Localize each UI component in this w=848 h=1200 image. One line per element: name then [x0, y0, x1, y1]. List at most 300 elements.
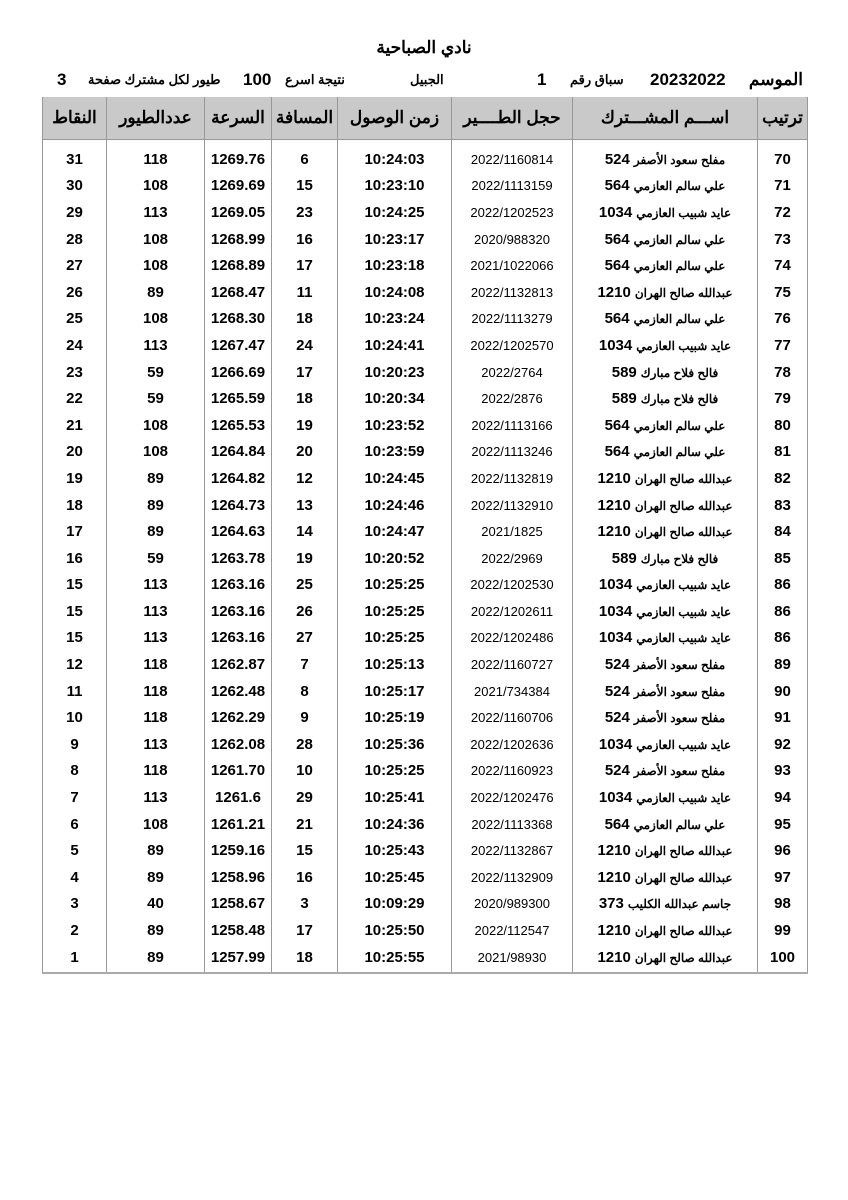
col-distance: المسافة [272, 97, 338, 140]
arrival-time-cell: 10:25:36 [338, 731, 452, 758]
bird-count-cell: 113 [107, 625, 205, 652]
rank-cell: 96 [758, 837, 808, 864]
participant-name: عايد شبيب العازمي [636, 604, 732, 619]
distance-cell: 7 [272, 651, 338, 678]
participant-cell [573, 572, 758, 599]
participant-id: 1034 [598, 203, 633, 221]
speed-cell: 1263.16 [205, 625, 272, 652]
arrival-time-cell: 10:23:59 [338, 439, 452, 466]
rank-cell: 86 [758, 598, 808, 625]
rank-cell: 94 [758, 784, 808, 811]
ring-cell: 2022/1113166 [452, 412, 573, 439]
speed-cell: 1262.48 [205, 678, 272, 705]
season-value: 20232022 [650, 70, 726, 89]
col-rank: ترتيب [758, 97, 808, 140]
participant-name: عايد شبيب العازمي [636, 631, 732, 646]
points-cell: 27 [43, 252, 107, 279]
speed-cell: 1264.82 [205, 465, 272, 492]
participant-cell [573, 279, 758, 306]
table-row [43, 518, 808, 545]
bird-count-cell: 108 [107, 811, 205, 838]
participant-cell [573, 518, 758, 545]
ring-cell: 2022/1132867 [452, 837, 573, 864]
participant-cell [573, 625, 758, 652]
points-cell: 5 [43, 837, 107, 864]
distance-cell: 29 [272, 784, 338, 811]
arrival-time-cell: 10:23:10 [338, 173, 452, 200]
arrival-time-cell: 10:24:47 [338, 518, 452, 545]
arrival-time-cell: 10:25:19 [338, 704, 452, 731]
table-row [43, 678, 808, 705]
table-row [43, 492, 808, 519]
distance-cell: 9 [272, 704, 338, 731]
participant-name: عايد شبيب العازمي [636, 737, 732, 752]
arrival-time-cell: 10:25:13 [338, 651, 452, 678]
distance-cell: 18 [272, 306, 338, 333]
arrival-time-cell: 10:25:43 [338, 837, 452, 864]
col-speed: السرعة [205, 97, 272, 140]
points-cell: 19 [43, 465, 107, 492]
bird-count-cell: 89 [107, 944, 205, 974]
rank-cell: 90 [758, 678, 808, 705]
ring-cell: 2020/989300 [452, 891, 573, 918]
participant-name: عبدالله صالح الهران [634, 498, 733, 513]
points-cell: 20 [43, 439, 107, 466]
bird-count-cell: 113 [107, 731, 205, 758]
participant-name: مفلح سعود الأصفر [633, 152, 726, 167]
rank-cell: 81 [758, 439, 808, 466]
participant-name: علي سالم العازمي [633, 312, 726, 327]
points-cell: 8 [43, 758, 107, 785]
ring-cell: 2022/1160706 [452, 704, 573, 731]
ring-cell: 2022/1160923 [452, 758, 573, 785]
ring-cell: 2022/1202486 [452, 625, 573, 652]
points-cell: 7 [43, 784, 107, 811]
participant-name: علي سالم العازمي [633, 418, 726, 433]
speed-cell: 1262.29 [205, 704, 272, 731]
participant-name: علي سالم العازمي [633, 445, 726, 460]
arrival-time-cell: 10:25:41 [338, 784, 452, 811]
table-row [43, 226, 808, 253]
table-row [43, 279, 808, 306]
participant-cell [573, 837, 758, 864]
bird-count-cell: 108 [107, 252, 205, 279]
participant-cell [573, 412, 758, 439]
speed-cell: 1258.96 [205, 864, 272, 891]
participant-id: 1210 [597, 868, 631, 886]
bird-count-cell: 59 [107, 359, 205, 386]
participant-id: 564 [604, 230, 630, 248]
table-row [43, 837, 808, 864]
participant-cell [573, 492, 758, 519]
distance-cell: 14 [272, 518, 338, 545]
participant-id: 1210 [597, 523, 631, 541]
distance-cell: 16 [272, 226, 338, 253]
bird-count-cell: 108 [107, 412, 205, 439]
participant-name: علي سالم العازمي [633, 259, 726, 274]
race-label: سباق رقم [570, 72, 624, 87]
rank-cell: 73 [758, 226, 808, 253]
bird-count-cell: 118 [107, 140, 205, 173]
participant-name: عبدالله صالح الهران [634, 870, 733, 885]
rank-cell: 77 [758, 332, 808, 359]
col-arrival-time: زمن الوصول [338, 97, 452, 140]
participant-id: 1034 [598, 629, 633, 647]
ring-cell: 2022/2969 [452, 545, 573, 572]
speed-cell: 1268.99 [205, 226, 272, 253]
arrival-time-cell: 10:24:08 [338, 279, 452, 306]
participant-id: 1034 [598, 602, 633, 620]
points-cell: 23 [43, 359, 107, 386]
participant-id: 1034 [598, 789, 633, 807]
rank-cell: 72 [758, 199, 808, 226]
bird-count-cell: 59 [107, 545, 205, 572]
participant-cell [573, 332, 758, 359]
rank-cell: 71 [758, 173, 808, 200]
participant-name: عايد شبيب العازمي [636, 205, 732, 220]
participant-name: علي سالم العازمي [633, 817, 726, 832]
participant-id: 1034 [598, 735, 633, 753]
ring-cell: 2022/1160727 [452, 651, 573, 678]
participant-id: 524 [604, 150, 630, 168]
arrival-time-cell: 10:24:36 [338, 811, 452, 838]
distance-cell: 18 [272, 385, 338, 412]
points-cell: 10 [43, 704, 107, 731]
points-cell: 12 [43, 651, 107, 678]
participant-cell [573, 173, 758, 200]
points-cell: 4 [43, 864, 107, 891]
distance-cell: 17 [272, 252, 338, 279]
points-cell: 16 [43, 545, 107, 572]
speed-cell: 1261.6 [205, 784, 272, 811]
speed-cell: 1261.21 [205, 811, 272, 838]
ring-cell: 2022/112547 [452, 917, 573, 944]
bird-count-cell: 59 [107, 385, 205, 412]
rank-cell: 99 [758, 917, 808, 944]
table-row [43, 306, 808, 333]
participant-id: 524 [604, 656, 630, 674]
participant-id: 1210 [597, 922, 631, 940]
distance-cell: 23 [272, 199, 338, 226]
speed-cell: 1264.84 [205, 439, 272, 466]
bird-count-cell: 89 [107, 492, 205, 519]
points-cell: 6 [43, 811, 107, 838]
participant-name: فالح فلاح مبارك [640, 551, 719, 566]
participant-name: علي سالم العازمي [633, 232, 726, 247]
participant-cell [573, 359, 758, 386]
table-row [43, 864, 808, 891]
participant-name: عايد شبيب العازمي [636, 338, 732, 353]
distance-cell: 15 [272, 837, 338, 864]
participant-id: 524 [604, 682, 630, 700]
participant-id: 1210 [597, 842, 631, 860]
bird-count-cell: 118 [107, 704, 205, 731]
bird-count-cell: 40 [107, 891, 205, 918]
participant-id: 589 [611, 363, 637, 381]
distance-cell: 24 [272, 332, 338, 359]
result-label: نتيجة اسرع [285, 72, 345, 87]
table-row [43, 651, 808, 678]
bird-count-cell: 118 [107, 651, 205, 678]
participant-id: 564 [604, 177, 630, 195]
points-cell: 15 [43, 625, 107, 652]
participant-cell [573, 385, 758, 412]
participant-cell [573, 439, 758, 466]
participant-id: 1210 [597, 283, 631, 301]
arrival-time-cell: 10:23:24 [338, 306, 452, 333]
table-row [43, 140, 808, 173]
speed-cell: 1258.67 [205, 891, 272, 918]
points-cell: 15 [43, 598, 107, 625]
points-cell: 31 [43, 140, 107, 173]
speed-cell: 1265.53 [205, 412, 272, 439]
arrival-time-cell: 10:23:17 [338, 226, 452, 253]
rank-cell: 92 [758, 731, 808, 758]
points-cell: 24 [43, 332, 107, 359]
distance-cell: 17 [272, 359, 338, 386]
speed-cell: 1269.05 [205, 199, 272, 226]
points-cell: 21 [43, 412, 107, 439]
col-bird-count: عددالطيور [107, 97, 205, 140]
distance-cell: 16 [272, 864, 338, 891]
participant-id: 1210 [597, 948, 631, 966]
distance-cell: 11 [272, 279, 338, 306]
arrival-time-cell: 10:24:45 [338, 465, 452, 492]
table-row [43, 332, 808, 359]
table-row [43, 385, 808, 412]
participant-name: علي سالم العازمي [633, 179, 726, 194]
participant-cell [573, 226, 758, 253]
distance-cell: 19 [272, 545, 338, 572]
arrival-time-cell: 10:20:52 [338, 545, 452, 572]
participant-name: مفلح سعود الأصفر [633, 711, 726, 726]
table-row [43, 439, 808, 466]
ring-cell: 2021/1825 [452, 518, 573, 545]
arrival-time-cell: 10:25:50 [338, 917, 452, 944]
arrival-time-cell: 10:20:23 [338, 359, 452, 386]
ring-cell: 2022/1202476 [452, 784, 573, 811]
speed-cell: 1268.30 [205, 306, 272, 333]
participant-cell [573, 758, 758, 785]
arrival-time-cell: 10:25:45 [338, 864, 452, 891]
ring-cell: 2022/1113279 [452, 306, 573, 333]
rank-cell: 98 [758, 891, 808, 918]
distance-cell: 3 [272, 891, 338, 918]
club-title: نادي الصباحية [376, 38, 472, 57]
participant-cell [573, 465, 758, 492]
participant-id: 373 [598, 895, 624, 913]
participant-name: عبدالله صالح الهران [634, 471, 733, 486]
rank-cell: 79 [758, 385, 808, 412]
bird-count-cell: 89 [107, 864, 205, 891]
speed-cell: 1263.78 [205, 545, 272, 572]
distance-cell: 12 [272, 465, 338, 492]
bird-count-cell: 89 [107, 518, 205, 545]
bird-count-cell: 108 [107, 439, 205, 466]
participant-cell [573, 252, 758, 279]
speed-cell: 1266.69 [205, 359, 272, 386]
distance-cell: 13 [272, 492, 338, 519]
ring-cell: 2022/1113246 [452, 439, 573, 466]
points-cell: 28 [43, 226, 107, 253]
participant-cell [573, 598, 758, 625]
distance-cell: 19 [272, 412, 338, 439]
table-row [43, 598, 808, 625]
rank-cell: 70 [758, 140, 808, 173]
speed-cell: 1261.70 [205, 758, 272, 785]
participant-name: عايد شبيب العازمي [636, 791, 732, 806]
ring-cell: 2022/1202636 [452, 731, 573, 758]
col-ring: حجل الطــــير [452, 97, 573, 140]
speed-cell: 1259.16 [205, 837, 272, 864]
participant-name: فالح فلاح مبارك [640, 392, 719, 407]
participant-id: 1210 [597, 496, 631, 514]
table-row [43, 465, 808, 492]
participant-name: عبدالله صالح الهران [634, 285, 733, 300]
points-cell: 1 [43, 944, 107, 974]
rank-cell: 78 [758, 359, 808, 386]
arrival-time-cell: 10:25:17 [338, 678, 452, 705]
arrival-time-cell: 10:24:25 [338, 199, 452, 226]
distance-cell: 21 [272, 811, 338, 838]
speed-cell: 1263.16 [205, 598, 272, 625]
ring-cell: 2022/2876 [452, 385, 573, 412]
distance-cell: 18 [272, 944, 338, 974]
ring-cell: 2022/2764 [452, 359, 573, 386]
col-participant: اســـم المشـــترك [573, 97, 758, 140]
ring-cell: 2022/1132910 [452, 492, 573, 519]
arrival-time-cell: 10:23:18 [338, 252, 452, 279]
speed-cell: 1268.47 [205, 279, 272, 306]
arrival-time-cell: 10:09:29 [338, 891, 452, 918]
speed-cell: 1268.89 [205, 252, 272, 279]
participant-cell [573, 784, 758, 811]
arrival-time-cell: 10:25:25 [338, 758, 452, 785]
speed-cell: 1264.73 [205, 492, 272, 519]
speed-cell: 1264.63 [205, 518, 272, 545]
participant-cell [573, 545, 758, 572]
participant-id: 564 [604, 815, 630, 833]
distance-cell: 27 [272, 625, 338, 652]
speed-cell: 1262.87 [205, 651, 272, 678]
participant-cell [573, 651, 758, 678]
table-row [43, 944, 808, 974]
header-row [43, 97, 808, 140]
ring-cell: 2022/1132819 [452, 465, 573, 492]
bird-count-cell: 108 [107, 173, 205, 200]
points-cell: 15 [43, 572, 107, 599]
bird-count: 100 [243, 70, 272, 89]
participant-name: عبدالله صالح الهران [634, 525, 733, 540]
participant-id: 564 [604, 257, 630, 275]
arrival-time-cell: 10:24:03 [338, 140, 452, 173]
points-cell: 18 [43, 492, 107, 519]
bird-count-cell: 113 [107, 332, 205, 359]
speed-cell: 1269.76 [205, 140, 272, 173]
arrival-time-cell: 10:25:25 [338, 572, 452, 599]
arrival-time-cell: 10:24:41 [338, 332, 452, 359]
participant-id: 1034 [598, 576, 633, 594]
table-row [43, 811, 808, 838]
rank-cell: 100 [758, 944, 808, 974]
participant-cell [573, 944, 758, 974]
per-participant-label: طيور لكل مشترك صفحة [88, 72, 221, 87]
participant-id: 589 [611, 549, 637, 567]
rank-cell: 75 [758, 279, 808, 306]
rank-cell: 85 [758, 545, 808, 572]
rank-cell: 97 [758, 864, 808, 891]
participant-cell [573, 731, 758, 758]
results-table [42, 97, 808, 974]
points-cell: 11 [43, 678, 107, 705]
bird-count-cell: 113 [107, 598, 205, 625]
rank-cell: 80 [758, 412, 808, 439]
bird-count-cell: 113 [107, 199, 205, 226]
ring-cell: 2022/1202530 [452, 572, 573, 599]
bird-count-cell: 89 [107, 917, 205, 944]
arrival-time-cell: 10:24:46 [338, 492, 452, 519]
participant-name: عبدالله صالح الهران [634, 924, 733, 939]
speed-cell: 1258.48 [205, 917, 272, 944]
ring-cell: 2021/98930 [452, 944, 573, 974]
points-cell: 30 [43, 173, 107, 200]
participant-name: عبدالله صالح الهران [634, 844, 733, 859]
points-cell: 2 [43, 917, 107, 944]
bird-count-cell: 118 [107, 678, 205, 705]
ring-cell: 2022/1160814 [452, 140, 573, 173]
table-row [43, 784, 808, 811]
ring-cell: 2022/1132813 [452, 279, 573, 306]
speed-cell: 1269.69 [205, 173, 272, 200]
distance-cell: 20 [272, 439, 338, 466]
participant-cell [573, 678, 758, 705]
speed-cell: 1267.47 [205, 332, 272, 359]
bird-count-cell: 113 [107, 784, 205, 811]
rank-cell: 84 [758, 518, 808, 545]
arrival-time-cell: 10:23:52 [338, 412, 452, 439]
participant-cell [573, 199, 758, 226]
distance-cell: 25 [272, 572, 338, 599]
participant-name: مفلح سعود الأصفر [633, 658, 726, 673]
table-row [43, 572, 808, 599]
rank-cell: 95 [758, 811, 808, 838]
participant-name: مفلح سعود الأصفر [633, 684, 726, 699]
points-cell: 17 [43, 518, 107, 545]
participant-id: 564 [604, 310, 630, 328]
season-label: الموسم [748, 70, 803, 89]
table-row [43, 625, 808, 652]
table-row [43, 758, 808, 785]
participant-name: عبدالله صالح الهران [634, 950, 733, 965]
distance-cell: 17 [272, 917, 338, 944]
distance-cell: 28 [272, 731, 338, 758]
ring-cell: 2022/1113368 [452, 811, 573, 838]
ring-cell: 2021/734384 [452, 678, 573, 705]
bird-count-cell: 113 [107, 572, 205, 599]
table-row [43, 412, 808, 439]
points-cell: 29 [43, 199, 107, 226]
race-number: 1 [537, 70, 547, 89]
ring-cell: 2020/988320 [452, 226, 573, 253]
arrival-time-cell: 10:25:25 [338, 598, 452, 625]
bird-count-cell: 118 [107, 758, 205, 785]
participant-cell [573, 864, 758, 891]
participant-id: 524 [604, 709, 630, 727]
points-cell: 3 [43, 891, 107, 918]
ring-cell: 2021/1022066 [452, 252, 573, 279]
rank-cell: 74 [758, 252, 808, 279]
bird-count-cell: 108 [107, 306, 205, 333]
